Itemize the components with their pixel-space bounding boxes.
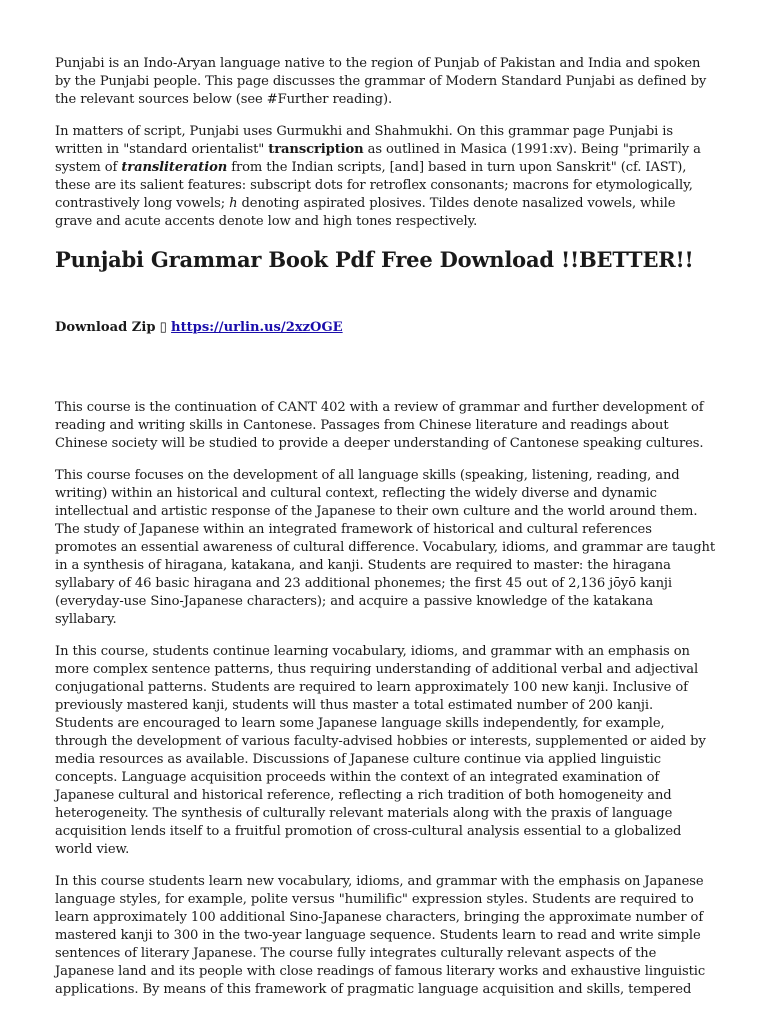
body-paragraph-3: In this course, students continue learning vocabulary, idioms, and grammar with an emphasis on more complex sentence patterns, thus requiring understanding of additional verbal and adjectival conjugational patterns. Students are required to learn approximately 100 new kanji. Inclusive of previously mastered kanji, students will thus master a total estimated number of 200 kanji. Students are encouraged to learn some Japanese language skills independently, for example, through the development of various faculty-advised hobbies or interests, supplemented or aided by media resources as available. Discussions of Japanese culture continue via applied linguistic concepts. Language acquisition proceeds within the context of an integrated examination of Japanese cultural and historical reference, reflecting a rich tradition of both homogeneity and heterogeneity. The synthesis of culturally relevant materials along with the praxis of language acquisition lends itself to a fruitful promotion of cross-cultural analysis essential to a globalized world view. xyxy=(55,644,706,857)
download-link[interactable]: https://urlin.us/2xzOGE xyxy=(171,320,343,335)
body-paragraph-2: This course focuses on the development of all language skills (speaking, listening, reading, and writing) within an historical and cultural context, reflecting the widely diverse and dynamic intellectual and artistic response of the Japanese to their own culture and the world around them. The study of Japanese within an integrated framework of historical and cultural references promotes an essential awareness of cultural difference. Vocabulary, idioms, and grammar are taught in a synthesis of hiragana, katakana, and kanji. Students are required to master: the hiragana syllabary of 46 basic hiragana and 23 additional phonemes; the first 45 out of 2,136 jōyō kanji (everyday-use Sino-Japanese characters); and acquire a passive knowledge of the katakana syllabary. xyxy=(55,468,715,627)
document-page xyxy=(55,55,715,1013)
download-arrow-icon: ▯ xyxy=(159,320,167,335)
term-transcription: transcription xyxy=(268,142,364,157)
intro-p2-text-e: from the Indian scripts, [and] based in turn upon Sanskrit" (cf. IAST), these are its salient features: subscript dots for retroflex consonants; macrons for etymologically, contrastively long vowels; xyxy=(55,160,693,211)
term-transliteration: transliteration xyxy=(121,160,228,175)
intro-paragraph-1: Punjabi is an Indo-Aryan language native to the region of Punjab of Pakistan and India and spoken by the Punjabi people. This page discusses the grammar of Modern Standard Punjabi as defined by the relevant sources below (see #Further reading). xyxy=(55,56,707,107)
intro-p2-text-c: as outlined in Masica (1991:xv). Being "primarily a system of xyxy=(55,142,701,175)
download-zip-label: Download Zip xyxy=(55,320,156,335)
body-paragraph-1: This course is the continuation of CANT 402 with a review of grammar and further development of reading and writing skills in Cantonese. Passages from Chinese literature and readings about Chinese society will be studied to provide a deeper understanding of Cantonese speaking cultures. xyxy=(55,400,704,451)
term-h: h xyxy=(229,196,238,211)
body-paragraph-4: In this course students learn new vocabulary, idioms, and grammar with the emphasis on Japanese language styles, for example, polite versus "humilific" expression styles. Students are required to learn approximately 100 additional Sino-Japanese characters, bringing the approximate number of mastered kanji to 300 in the two-year language sequence. Students learn to read and write simple sentences of literary Japanese. The course fully integrates culturally relevant aspects of the Japanese land and its people with close readings of famous literary works and exhaustive linguistic applications. By means of this framework of pragmatic language acquisition and skills, tempered xyxy=(55,874,706,997)
intro-p2-text-g: denoting aspirated plosives. Tildes denote nasalized vowels, while grave and acute accents denote low and high tones respectively. xyxy=(55,196,676,229)
page-title: Punjabi Grammar Book Pdf Free Download !!BETTER!! xyxy=(55,247,694,272)
intro-p2-text-a: In matters of script, Punjabi uses Gurmukhi and Shahmukhi. On this grammar page Punjabi is written in "standard orientalist" xyxy=(55,124,673,157)
spacer xyxy=(55,337,715,399)
download-line xyxy=(55,319,715,337)
intro-paragraph-2 xyxy=(55,123,715,231)
